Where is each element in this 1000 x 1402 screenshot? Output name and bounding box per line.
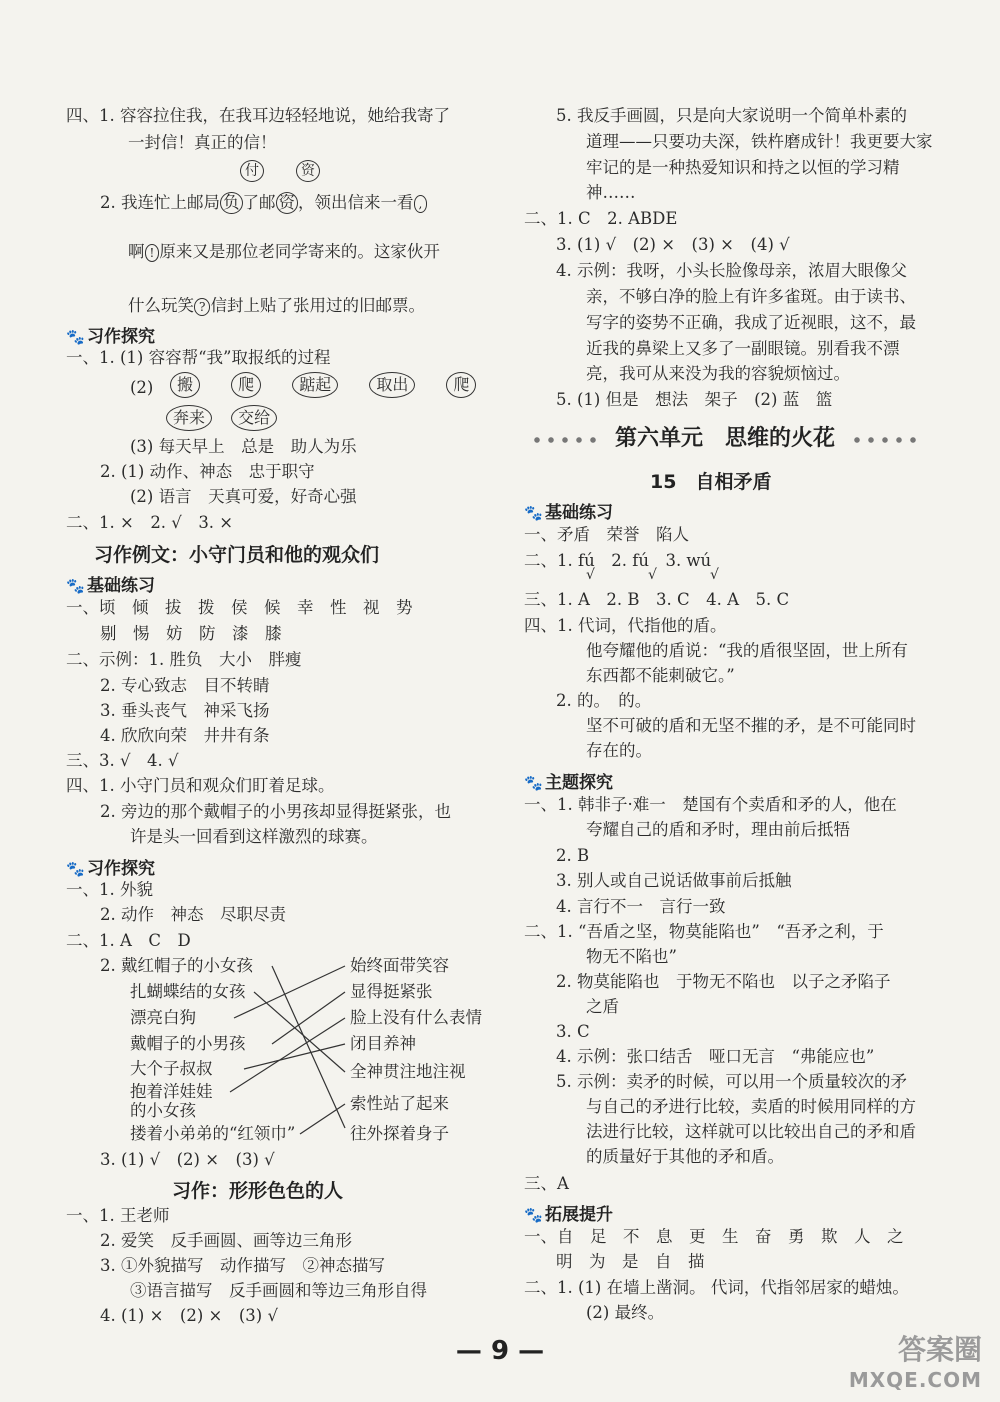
text-line: 2. 爱笑 反手画圆、画等边三角形 bbox=[100, 1231, 352, 1250]
text-line: 神…… bbox=[586, 183, 636, 202]
text-line: 明 为 是 自 描 bbox=[556, 1252, 705, 1271]
match-left-item: 漂亮白狗 bbox=[130, 1008, 196, 1027]
paw-icon: 🐾 bbox=[524, 774, 543, 792]
text-line: 5. 我反手画圆，只是向大家说明一个简单朴素的 bbox=[556, 106, 907, 125]
text-line: 2. 旁边的那个戴帽子的小男孩却显得挺紧张，也 bbox=[100, 802, 451, 821]
text-line: 一、1. 韩非子·难一 楚国有个卖盾和矛的人，他在 bbox=[524, 795, 897, 814]
paw-icon: 🐾 bbox=[66, 328, 85, 346]
text-line: 四、1. 代词，代指他的盾。 bbox=[524, 616, 727, 635]
text-segment: (2) bbox=[130, 378, 154, 397]
text-line: 物无不陷也” bbox=[586, 947, 677, 966]
text-line: 二、1. C 2. ABDE bbox=[524, 209, 678, 228]
text-segment: ，领出信来一看 bbox=[298, 193, 414, 212]
match-right-item: 脸上没有什么表情 bbox=[350, 1008, 482, 1027]
match-left-item: 抱着洋娃娃 bbox=[130, 1082, 213, 1101]
text-line: 东西都不能刺破它。” bbox=[586, 666, 735, 685]
text-line: 3. C bbox=[556, 1022, 590, 1041]
match-left-item: 搂着小弟弟的“红领巾” bbox=[130, 1124, 296, 1143]
text-line: 一、1. (1) 容容帮“我”取报纸的过程 bbox=[66, 348, 331, 367]
punctuation-circle: ? bbox=[194, 298, 210, 316]
text-line: 一、1. 外貌 bbox=[66, 880, 153, 899]
watermark-title: 答案圈 bbox=[897, 1333, 982, 1366]
heading-label: 基础练习 bbox=[545, 503, 613, 523]
text-line: 4. 示例：我呀，小头长脸像母亲，浓眉大眼像父 bbox=[556, 261, 907, 280]
text-line: 法进行比较，这样就可以比较出自己的矛和盾 bbox=[586, 1122, 916, 1141]
watermark bbox=[802, 1328, 982, 1392]
circled-word: 爬 bbox=[446, 372, 476, 398]
text-segment: 原来又是那位老同学寄来的。这家伙开 bbox=[159, 242, 440, 261]
lesson-title: 15 自相矛盾 bbox=[650, 471, 772, 493]
section-heading bbox=[524, 498, 613, 523]
text-line: 存在的。 bbox=[586, 741, 652, 760]
text-segment: 信封上贴了张用过的旧邮票。 bbox=[210, 296, 425, 315]
text-segment: 啊 bbox=[128, 242, 145, 261]
text-line: 3. ①外貌描写 动作描写 ②神态描写 bbox=[100, 1256, 385, 1275]
text-line: (3) 每天早上 总是 助人为乐 bbox=[130, 437, 357, 456]
match-line bbox=[244, 1044, 345, 1069]
check-mark: √ bbox=[586, 567, 595, 583]
text-line: (2) 最终。 bbox=[586, 1303, 665, 1322]
text-line: 三、1. A 2. B 3. C 4. A 5. C bbox=[524, 590, 790, 609]
match-left-item: 戴帽子的小男孩 bbox=[130, 1034, 246, 1053]
text-segment: 什么玩笑 bbox=[128, 296, 194, 315]
text-line: (2) 语言 天真可爱，好奇心强 bbox=[130, 487, 357, 506]
match-right-item: 往外探着身子 bbox=[350, 1124, 449, 1143]
text-line: 二、示例：1. 胜负 大小 胖瘦 bbox=[66, 650, 302, 669]
match-right-item: 始终面带笑容 bbox=[350, 956, 449, 975]
text-line: 2. 物莫能陷也 于物无不陷也 以子之矛陷子 bbox=[556, 972, 891, 991]
circled-word: 爬 bbox=[231, 372, 261, 398]
text-line: 与自己的矛进行比较，卖盾的时候用同样的方 bbox=[586, 1097, 916, 1116]
text-line: 二、1. “吾盾之坚，物莫能陷也” “吾矛之利，于 bbox=[524, 922, 884, 941]
circled-word: 取出 bbox=[369, 372, 415, 398]
unit-title: 第六单元 思维的火花 bbox=[614, 426, 835, 451]
text-line: 三、A bbox=[524, 1174, 569, 1193]
text-line: ③语言描写 反手画圆和等边三角形自得 bbox=[130, 1281, 427, 1300]
circled-char: 负 bbox=[220, 192, 243, 214]
text-line: 近我的鼻梁上又多了一副眼镜。别看我不漂 bbox=[586, 339, 900, 358]
text-line: 2. B bbox=[556, 846, 590, 865]
heading-label: 习作探究 bbox=[87, 859, 155, 879]
text-line: 剔 惕 妨 防 漆 膝 bbox=[100, 624, 282, 643]
circled-word: 搬 bbox=[170, 372, 200, 398]
section-heading bbox=[524, 1200, 613, 1225]
text-line: 二、1. A C D bbox=[66, 931, 191, 950]
text-line: 一、1. 王老师 bbox=[66, 1206, 170, 1225]
section-heading bbox=[524, 768, 613, 793]
text-line: 三、3. √ 4. √ bbox=[66, 751, 179, 770]
text-line: 亲，不够白净的脸上有许多雀斑。由于读书、 bbox=[586, 287, 916, 306]
text-line: 的质量好于其他的矛和盾。 bbox=[586, 1147, 784, 1166]
text-line: 3. 垂头丧气 神采飞扬 bbox=[100, 701, 270, 720]
heading-label: 习作探究 bbox=[87, 327, 155, 347]
text-line: 4. 欣欣向荣 井井有条 bbox=[100, 726, 270, 745]
text-line: 2. 的。 的。 bbox=[556, 691, 652, 710]
text-line: 二、1. × 2. √ 3. × bbox=[66, 513, 234, 532]
heading-label: 拓展提升 bbox=[545, 1205, 613, 1225]
text-segment: 2. 我连忙上邮局 bbox=[100, 193, 220, 212]
circled-char: 资 bbox=[276, 192, 299, 214]
match-right-item: 显得挺紧张 bbox=[350, 982, 433, 1001]
page-number: — 9 — bbox=[455, 1336, 545, 1366]
ruby-circle: 资 bbox=[296, 160, 320, 182]
match-line bbox=[254, 992, 345, 1072]
text-line: 四、1. 小守门员和观众们盯着足球。 bbox=[66, 776, 335, 795]
text-line: 二、1. fú 2. fú 3. wú bbox=[524, 551, 712, 570]
paw-icon: 🐾 bbox=[524, 504, 543, 522]
article-title: 习作例文：小守门员和他的观众们 bbox=[94, 544, 380, 566]
circled-word: 交给 bbox=[231, 405, 277, 431]
paw-icon: 🐾 bbox=[66, 860, 85, 878]
text-line: 一、自 足 不 息 更 生 奋 勇 欺 人 之 bbox=[524, 1227, 904, 1246]
text-line: 4. 言行不一 言行一致 bbox=[556, 897, 726, 916]
text-line: 3. 别人或自己说话做事前后抵触 bbox=[556, 871, 792, 890]
text-line: 3. (1) √ (2) × (3) √ bbox=[100, 1150, 275, 1169]
ruby-circle: 付 bbox=[240, 160, 264, 182]
heading-label: 主题探究 bbox=[545, 773, 613, 793]
match-line bbox=[234, 966, 345, 1018]
punctuation-circle: , bbox=[414, 195, 428, 213]
match-line bbox=[230, 1018, 345, 1092]
text-line: 2. 动作 神态 尽职尽责 bbox=[100, 905, 286, 924]
text-line: 夸耀自己的盾和矛时，理由前后抵牾 bbox=[586, 820, 850, 839]
match-left-item: 大个子叔叔 bbox=[130, 1059, 213, 1078]
text-line: 四、1. 容容拉住我，在我耳边轻轻地说，她给我寄了 bbox=[66, 106, 450, 125]
match-right-item: 索性站了起来 bbox=[350, 1094, 449, 1113]
circled-word: 踮起 bbox=[292, 372, 338, 398]
text-line: 4. (1) × (2) × (3) √ bbox=[100, 1306, 279, 1325]
text-line: 坚不可破的盾和无坚不摧的矛，是不可能同时 bbox=[586, 716, 916, 735]
text-line: 道理——只要功夫深，铁杵磨成针！我更要大家 bbox=[586, 132, 933, 151]
text-line: 一、顷 倾 拔 拨 侯 候 幸 性 视 势 bbox=[66, 598, 413, 617]
match-right-item: 闭目养神 bbox=[350, 1034, 416, 1053]
match-line bbox=[300, 1104, 345, 1134]
text-line: 二、1. (1) 在墙上凿洞。 代词，代指邻居家的蜡烛。 bbox=[524, 1278, 909, 1297]
text-line: 许是头一回看到这样激烈的球赛。 bbox=[130, 827, 378, 846]
heading-label: 基础练习 bbox=[87, 576, 155, 596]
text-line: 3. (1) √ (2) × (3) × (4) √ bbox=[556, 235, 790, 254]
text-line: 5. (1) 但是 想法 架子 (2) 蓝 篮 bbox=[556, 390, 833, 409]
match-left-item: 2. 戴红帽子的小女孩 bbox=[100, 956, 253, 975]
paw-icon: 🐾 bbox=[524, 1206, 543, 1224]
paw-icon: 🐾 bbox=[66, 577, 85, 595]
text-line: 一、矛盾 荣誉 陷人 bbox=[524, 525, 689, 544]
watermark-url: MXQE.COM bbox=[848, 1368, 982, 1392]
text-line: 4. 示例：张口结舌 哑口无言 “弗能应也” bbox=[556, 1047, 875, 1066]
text-line: 他夸耀他的盾说：“我的盾很坚固，世上所有 bbox=[586, 641, 908, 660]
text-line: 写字的姿势不正确，我成了近视眼，这不，最 bbox=[586, 313, 916, 332]
text-line: 牢记的是一种热爱知识和持之以恒的学习精 bbox=[586, 158, 900, 177]
text-line: 一封信！真正的信！ bbox=[128, 133, 277, 152]
text-segment: 了邮 bbox=[242, 193, 276, 212]
match-left-item: 的小女孩 bbox=[130, 1101, 196, 1120]
text-line: 亮，我可从来没为我的容貌烦恼过。 bbox=[586, 364, 850, 383]
match-left-item: 扎蝴蝶结的女孩 bbox=[130, 982, 246, 1001]
circled-word: 奔来 bbox=[166, 405, 212, 431]
punctuation-circle: ! bbox=[145, 244, 160, 262]
check-mark: √ bbox=[710, 567, 719, 583]
text-line: 2. 专心致志 目不转睛 bbox=[100, 676, 270, 695]
text-line: 5. 示例：卖矛的时候，可以用一个质量较次的矛 bbox=[556, 1072, 907, 1091]
match-right-item: 全神贯注地注视 bbox=[350, 1062, 466, 1081]
text-line: 之盾 bbox=[586, 997, 619, 1016]
dot-divider bbox=[850, 437, 920, 443]
text-line: 2. (1) 动作、神态 忠于职守 bbox=[100, 462, 315, 481]
check-mark: √ bbox=[648, 567, 657, 583]
article-title: 习作：形形色色的人 bbox=[172, 1180, 344, 1202]
